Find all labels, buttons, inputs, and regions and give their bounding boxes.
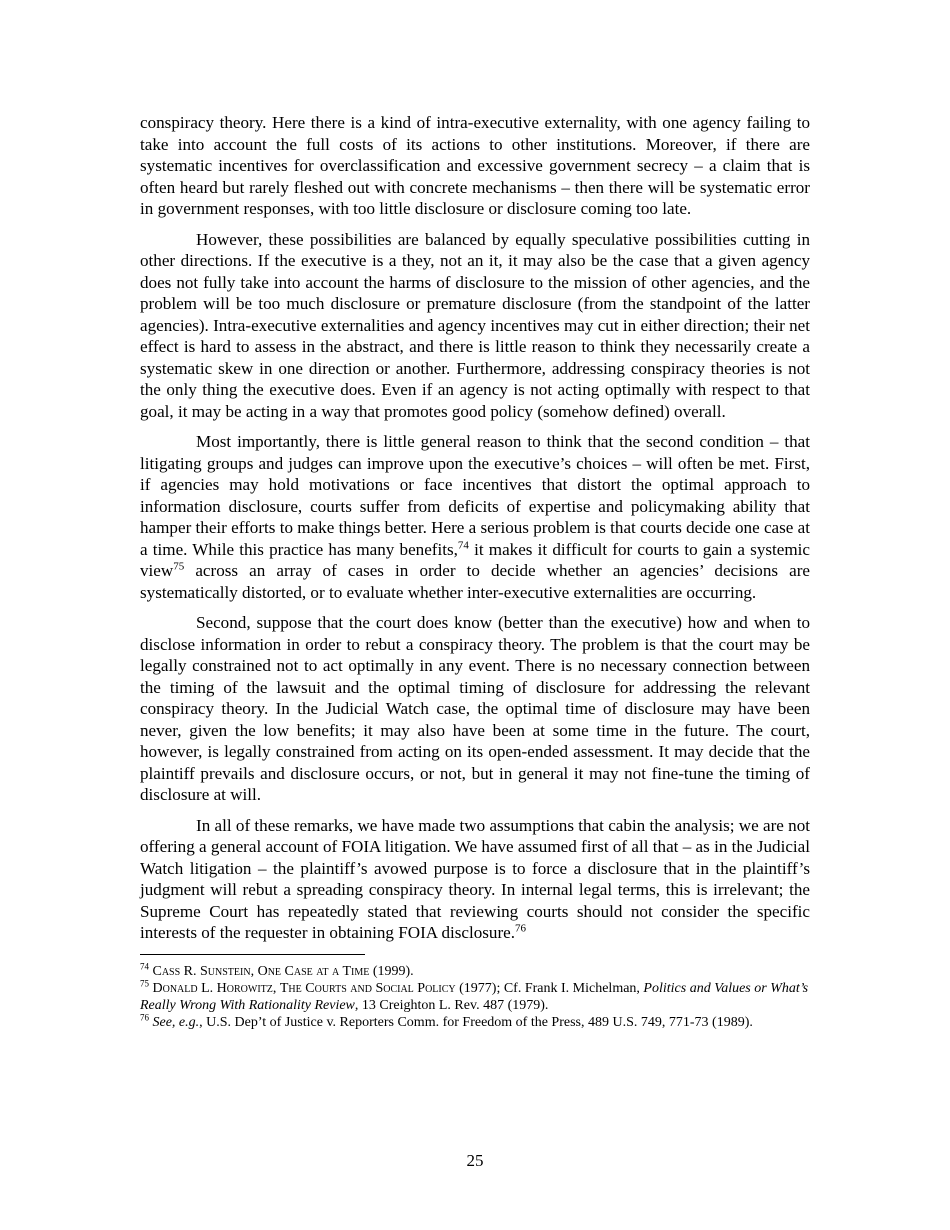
footnote-ref-75[interactable]: 75 <box>173 560 185 573</box>
footnote-number: 76 <box>140 1011 149 1022</box>
page-number: 25 <box>466 1151 484 1170</box>
footnote-number: 75 <box>140 977 149 988</box>
footnote-ref-74[interactable]: 74 <box>457 538 469 551</box>
footnote-book-title: One Case at a Time <box>257 963 370 979</box>
paragraph-text: it makes it difficult for courts to gain a systemic view <box>140 539 811 580</box>
footnote-text: (1999). <box>369 963 414 979</box>
body-paragraph-5 <box>140 815 810 944</box>
footnote-signal: See, e.g. <box>152 1014 200 1030</box>
footnote-divider <box>140 954 365 955</box>
paragraph-text: across an array of cases in order to decide whether an agencies’ decisions are systematically distorted, or to evaluate whether inter-executive externalities are occurring. <box>140 561 810 602</box>
paragraph-text: Second, suppose that the court does know (better than the executive) how and when to disclose information in order to rebut a conspiracy theory. The problem is that the court may be legally constrained not to act optimally in any event. There is no necessary connection between the timing of the lawsuit and the optimal timing of disclosure for addressing the relevant conspiracy theory. In the Judicial Watch case, the optimal time of disclosure may have been never, given the low benefits; it may also have been at some time in the future. The court, however, is legally constrained from acting on its open-ended assessment. It may decide that the plaintiff prevails and disclosure occurs, or not, but in general it may not fine-tune the timing of disclosure at will. <box>140 613 810 804</box>
footnote-76 <box>140 1011 810 1031</box>
footnote-75: $^{75}$ Donald L. Horowitz, The Courts and Social Policy (1977); Cf. Frank I. Michelman, Politics and Values or What’s Really Wrong With Rationality Review, 13 Creighton L. Rev. 487 (1979). <box>140 977 809 1013</box>
paragraph-text: conspiracy theory. Here there is a kind of intra-executive externality, with one agency failing to take into account the full costs of its actions to other institutions. Moreover, if there are systematic incentives for overclassification and excessive government secrecy – a claim that is often heard but rarely fleshed out with concrete mechanisms – then there will be systematic error in government responses, with too little disclosure or disclosure coming too late. <box>140 113 810 218</box>
body-paragraph-1 <box>140 112 810 220</box>
footnote-74: $^{74}$ Cass R. Sunstein, One Case at a Time (1999). <box>140 960 414 979</box>
footnote-ref-76[interactable]: 76 <box>515 922 527 935</box>
document-page <box>140 112 810 1202</box>
footnote-article-title: Politics and Values or What’s Really Wrong With Rationality Review <box>140 980 809 1013</box>
footnote-author: Donald L. Horowitz <box>152 980 273 996</box>
footnote-text: , U.S. Dep’t of Justice v. Reporters Comm. for Freedom of the Press, 489 U.S. 749, 771-73 (1989). <box>199 1014 753 1030</box>
body-paragraph-4 <box>140 612 810 806</box>
footnote-author: Cass R. Sunstein <box>152 963 251 979</box>
body-paragraph-2 <box>140 229 810 423</box>
paragraph-text: However, these possibilities are balanced by equally speculative possibilities cutting in other directions. If the executive is a they, not an it, it may also be the case that a given agency does not fully take into account the harms of disclosure to the mission of other agencies, and the problem will be too much disclosure or premature disclosure (from the standpoint of the latter agencies). Intra-executive externalities and agency incentives may cut in either direction; their net effect is hard to assess in the abstract, and there is little reason to think they necessarily create a systematic skew in one direction or another. Furthermore, addressing conspiracy theories is not the only thing the executive does. Even if an agency is not acting optimally with respect to that goal, it may be acting in a way that promotes good policy (somehow defined) overall. <box>140 229 810 421</box>
footnote-text: (1977); Cf. Frank I. Michelman, <box>455 980 644 996</box>
footnote-book-title: The Courts and Social Policy <box>279 980 456 996</box>
footnote-number: 74 <box>140 960 149 971</box>
paragraph-text: Most importantly, there is little general reason to think that the second condition – that litigating groups and judges can improve upon the executive’s choices – will often be met. First, if agencies may hold motivations or face incentives that distort the optimal approach to information disclosure, courts suffer from deficits of expertise and policymaking ability that hamper their efforts to make things better. Here a serious problem is that courts decide one case at a time. While this practice has many benefits, <box>140 432 810 559</box>
paragraph-text: In all of these remarks, we have made two assumptions that cabin the analysis; we are not offering a general account of FOIA litigation. We have assumed first of all that – as in the Judicial Watch litigation – the plaintiff’s avowed purpose is to force a disclosure that in the plaintiff’s judgment will rebut a spreading conspiracy theory. In internal legal terms, this is irrelevant; the Supreme Court has repeatedly stated that reviewing courts should not consider the specific interests of the requester in obtaining FOIA disclosure. <box>140 815 810 942</box>
footnote-text: , 13 Creighton L. Rev. 487 (1979). <box>354 997 549 1013</box>
body-paragraph-3 <box>140 431 810 603</box>
